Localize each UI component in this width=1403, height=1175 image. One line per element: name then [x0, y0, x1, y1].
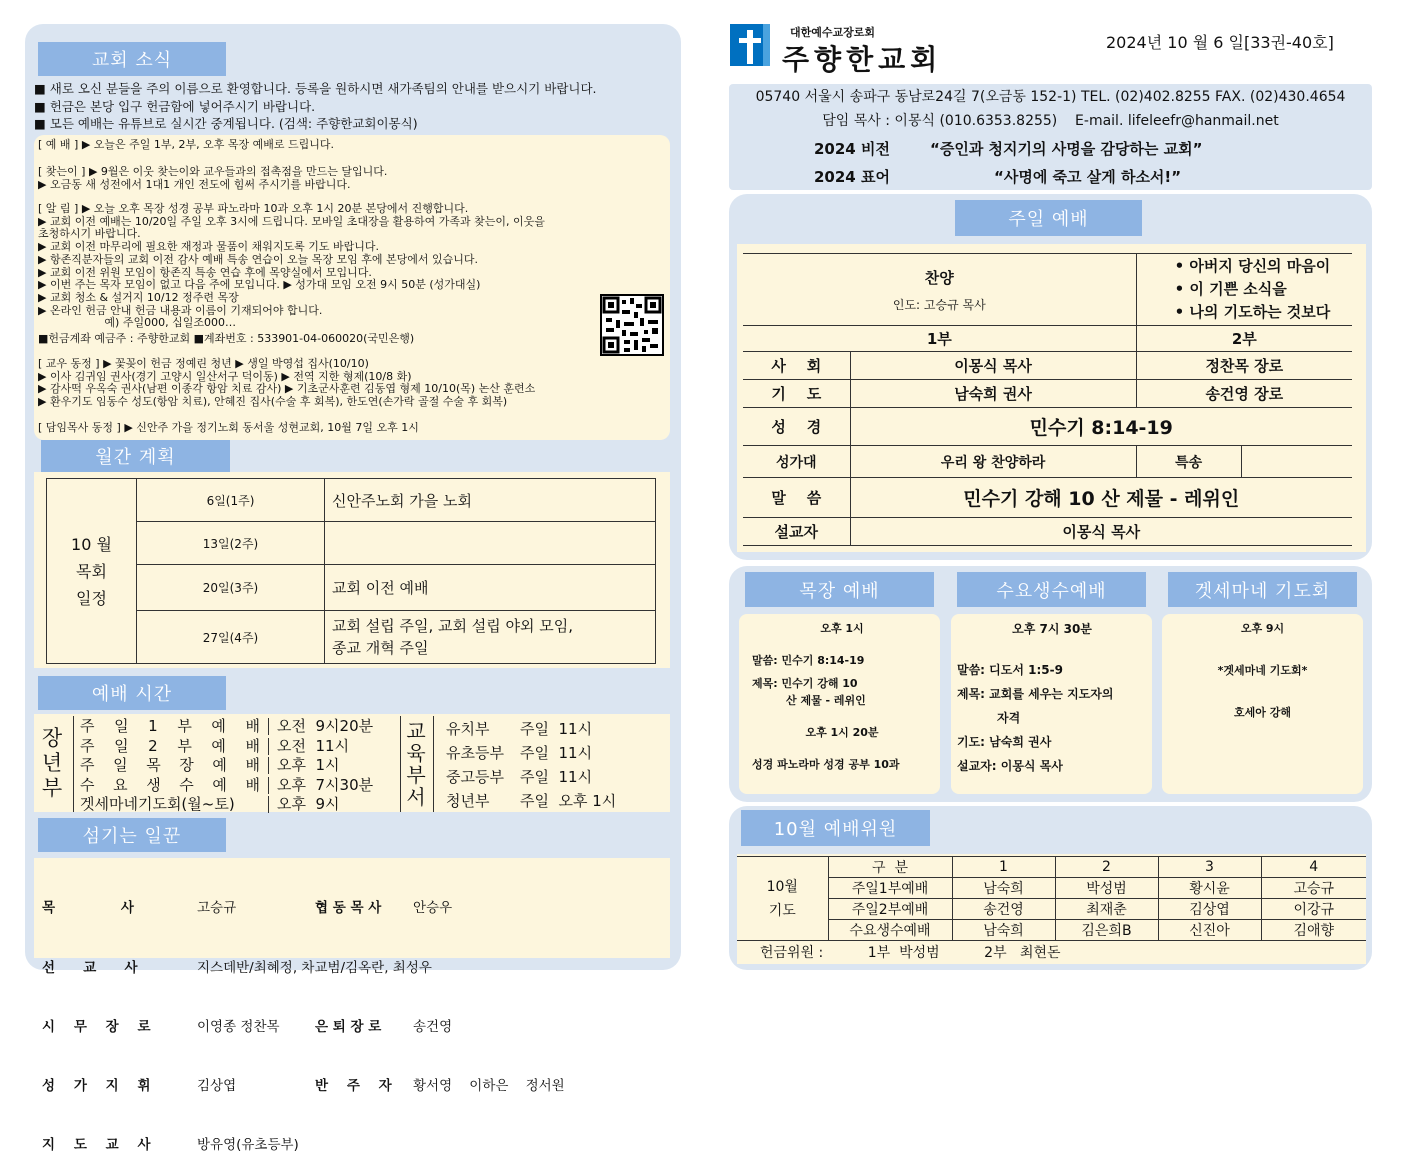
prayer-1: 남숙희 권사 [850, 380, 1136, 408]
committee-cell: 박성범 [1055, 878, 1158, 899]
choir-song: 우리 왕 찬양하라 [850, 446, 1136, 478]
mokjang-details: 오후 1시 말씀: 민수기 8:14-19 제목: 민수기 강해 10 산 제물 - 레위인 오후 1시 20분 성경 파노라마 성경 공부 10과 [752, 622, 900, 771]
pastor-news: [ 담임목사 동정 ] ▶ 신안주 가을 정기노회 동서울 성현교회, 10월 7일 오후 1시 [38, 421, 419, 434]
scripture-text: 민수기 8:14-19 [850, 408, 1352, 446]
committee-month-cell: 10월 기도 [737, 857, 828, 941]
servants-header: 섬기는 일꾼 [38, 818, 226, 852]
notice-line: 예) 주일000, 십일조000… [38, 316, 236, 330]
member-line: [ 교우 동정 ] ▶ 꽃꽂이 헌금 정예린 청년 ▶ 생일 박영섭 집사(10/10) [38, 357, 369, 370]
service-row: 주 일 2 부 예 배 오전 11시 [80, 736, 350, 755]
col-head: 2 [1055, 857, 1158, 878]
col-head: 구 분 [828, 857, 952, 878]
song: • 아버지 당신의 마음이 [1174, 257, 1331, 275]
committee-cell: 남숙희 [952, 920, 1055, 941]
servant-row: 성 가 지 휘 김상엽 반 주 자 황서영 이하은 정서원 [42, 1077, 565, 1094]
col-head: 1 [952, 857, 1055, 878]
visit-note-1: [ 찾는이 ] ▶ 9월은 이웃 찾는이와 교우들과의 접촉점을 만드는 달입니다. [38, 165, 388, 178]
notice-line: ■헌금계좌 예금주 : 주향한교회 ■계좌번호 : 533901-04-060020(국민은행) [38, 332, 415, 346]
presider-1: 이몽식 목사 [850, 352, 1136, 380]
committee-cell: 김은희B [1055, 920, 1158, 941]
adult-service-list [80, 717, 373, 815]
special-label: 특송 [1136, 446, 1241, 478]
adult-dept-label: 장년부 [41, 726, 63, 800]
special-song [1241, 446, 1352, 478]
qr-code-icon[interactable] [600, 294, 664, 356]
member-line: ▶ 이사 김귀임 권사(경기 고양시 일산서구 덕이동) ▶ 전역 지한 형제(10/8 화) [38, 369, 412, 383]
date-cell: 20일(3주) [137, 565, 325, 611]
notice-line: ▶ 교회 이전 마무리에 필요한 재정과 물품이 채워지도록 기도 바랍니다. [38, 240, 379, 254]
committee-cell: 김애향 [1261, 920, 1366, 941]
address-line: 05740 서울시 송파구 동남로24길 7(오금동 152-1) TEL. (02)402.8255 FAX. (02)430.4654 [755, 89, 1346, 105]
service-row: 겟세마네기도회(월~토) 오후 9시 [80, 795, 340, 813]
date-cell: 13일(2주) [137, 522, 325, 565]
intro-line: ■ 모든 예배는 유튜브로 실시간 중계됩니다. (검색: 주향한교회이몽식) [34, 116, 418, 131]
presider-2: 정찬목 장로 [1136, 352, 1352, 380]
service-2-label: 2부 [1136, 326, 1352, 352]
committee-cell: 김상엽 [1158, 899, 1261, 920]
date-cell: 27일(4주) [137, 611, 325, 664]
committee-cell: 이강규 [1261, 899, 1366, 920]
col-head: 4 [1261, 857, 1366, 878]
motto-text: “사명에 죽고 살게 하소서!” [994, 168, 1182, 186]
member-line: ▶ 감사떡 우옥숙 권사(남편 이종각 항암 치료 감사) ▶ 기초군사훈련 김동엽 형제 10/10(목) 논산 훈련소 [38, 382, 536, 396]
notice-line: ▶ 교회 청소 & 설거지 10/12 정주련 목장 [38, 290, 239, 304]
edu-divider [400, 716, 401, 812]
month-cell: 10 월 목회 일정 [47, 479, 137, 664]
notice-line: ▶ 항존직분자들의 교회 이전 감사 예배 특송 연습이 오늘 목장 모임 후에 본당에서 있습니다. [38, 252, 478, 266]
row-label: 수요생수예배 [828, 920, 952, 941]
service-row: 유초등부 주일 11시 [446, 744, 593, 762]
gethsemane-details: 오후 9시 *겟세마네 기도회* 호세아 강해 [1217, 622, 1308, 719]
mokjang-header: 목장 예배 [745, 572, 934, 607]
committee-cell: 송건영 [952, 899, 1055, 920]
committee-cell: 최재춘 [1055, 899, 1158, 920]
service-row: 중고등부 주일 11시 [446, 768, 593, 786]
notice-line: ▶ 교회 이전 위원 모임이 항존직 특송 연습 후에 목양실에서 모입니다. [38, 265, 372, 279]
committee-table [737, 856, 1366, 941]
committee-header: 10월 예배위원 [741, 810, 930, 846]
wednesday-details: 오후 7시 30분 말씀: 디도서 1:5-9 제목: 교회를 세우는 지도자의 자격 기도: 남숙희 권사 설교자: 이몽식 목사 [957, 622, 1114, 773]
song: • 이 기쁜 소식을 [1174, 280, 1287, 298]
monthly-plan-table [46, 478, 656, 664]
church-news-intro [34, 80, 597, 133]
servant-row: 지 도 교 사 방유영(유초등부) [42, 1136, 299, 1153]
servant-row: 선 교 사 지스데반/최혜정, 차교범/김옥란, 최성우 [42, 959, 432, 976]
event-cell: 교회 설립 주일, 교회 설립 야외 모임, 종교 개혁 주일 [325, 611, 656, 664]
intro-line: ■ 헌금은 본당 입구 헌금함에 넣어주시기 바랍니다. [34, 98, 316, 114]
event-cell: 신안주노회 가을 노회 [325, 479, 656, 522]
scripture-label: 성 경 [743, 408, 850, 446]
edu-divider-2 [433, 716, 434, 812]
event-cell: 교회 이전 예배 [325, 565, 656, 611]
bulletin-date: 2024년 10 월 6 일[33권-40호] [1106, 33, 1334, 52]
monthly-plan-header: 월간 계획 [41, 440, 230, 472]
intro-line: ■ 새로 오신 분들을 주의 이름으로 환영합니다. 등록을 원하시면 새가족팀의 안내를 받으시기 바랍니다. [34, 81, 597, 96]
praise-cell: 찬양 인도: 고승규 목사 [743, 254, 1136, 326]
service-times-header: 예배 시간 [38, 676, 226, 710]
service-1-label: 1부 [743, 326, 1136, 352]
service-row: 유치부 주일 11시 [446, 720, 593, 738]
edu-service-list [446, 717, 616, 813]
song: • 나의 기도하는 것보다 [1174, 303, 1331, 321]
prayer-label: 기 도 [743, 380, 850, 408]
committee-cell: 신진아 [1158, 920, 1261, 941]
date-cell: 6일(1주) [137, 479, 325, 522]
church-logo [730, 24, 770, 66]
edu-dept-label: 교육부서 [406, 719, 426, 809]
committee-cell: 고승규 [1261, 878, 1366, 899]
member-line: ▶ 환우기도 임동수 성도(항암 치료), 안혜진 집사(수술 후 회복), 한도연(손가락 골절 수술 후 회복) [38, 395, 508, 409]
offering-committee: 헌금위원 : 1부 박성범 2부 최현돈 [760, 945, 1061, 961]
motto-label: 2024 표어 [814, 168, 890, 186]
church-news-header: 교회 소식 [38, 42, 226, 76]
sunday-worship-header: 주일 예배 [955, 200, 1142, 236]
pastor-line: 담임 목사 : 이몽식 (010.6353.8255) E-mail. lifeleefr@hanmail.net [822, 113, 1279, 129]
service-row: 수 요 생 수 예 배 오후 7시30분 [80, 775, 374, 794]
servant-row: 목 사 고승규 협 동 목 사 안승우 [42, 900, 453, 917]
sermon-title: 민수기 강해 10 산 제물 - 레위인 [850, 478, 1352, 518]
committee-cell: 황시윤 [1158, 878, 1261, 899]
notice-line: ▶ 교회 이전 예배는 10/20일 주일 오후 3시에 드립니다. 모바일 초대장을 활용하여 가족과 찾는이, 이웃을 [38, 214, 545, 228]
committee-cell: 남숙희 [952, 878, 1055, 899]
col-head: 3 [1158, 857, 1261, 878]
presider-label: 사 회 [743, 352, 850, 380]
servants-list [42, 860, 565, 1175]
church-name: 주향한교회 [782, 43, 943, 76]
notice-line: 초청하시기 바랍니다. [38, 227, 141, 241]
servant-row: 시 무 장 로 이영종 정찬목 은 퇴 장 로 송건영 [42, 1018, 453, 1035]
choir-label: 성가대 [743, 446, 850, 478]
sunday-worship-table [743, 253, 1352, 546]
notices-list [38, 203, 545, 346]
visit-note-2: ▶ 오금동 새 성전에서 1대1 개인 전도에 힘써 주시기를 바랍니다. [38, 178, 351, 191]
notice-line: [ 알 림 ] ▶ 오늘 오후 목장 성경 공부 파노라마 10과 오후 1시 20분 본당에서 진행합니다. [38, 202, 469, 215]
worship-note: [ 예 배 ] ▶ 오늘은 주일 1부, 2부, 오후 목장 예배로 드립니다. [38, 138, 335, 151]
songs-cell [1136, 254, 1352, 326]
wednesday-header: 수요생수예배 [957, 572, 1146, 607]
adult-divider [73, 716, 74, 812]
service-row: 주 일 1 부 예 배 오전 9시20분 [80, 717, 374, 735]
service-row: 주 일 목 장 예 배 오후 1시 [80, 756, 340, 774]
row-label: 주일2부예배 [828, 899, 952, 920]
vision-text: “증인과 청지기의 사명을 감당하는 교회” [930, 140, 1203, 158]
notice-line: ▶ 이번 주는 목자 모임이 없고 다음 주에 모입니다. ▶ 성가대 모임 오전 9시 50분 (성가대실) [38, 278, 481, 292]
denomination: 대한예수교장로회 [790, 26, 876, 39]
gethsemane-header: 겟세마네 기도회 [1168, 572, 1357, 607]
preacher-name: 이몽식 목사 [850, 518, 1352, 546]
members-news [38, 358, 535, 409]
row-label: 주일1부예배 [828, 878, 952, 899]
preacher-label: 설교자 [743, 518, 850, 546]
vision-label: 2024 비전 [814, 140, 890, 158]
notice-line: ▶ 온라인 헌금 안내 헌금 내용과 이름이 기재되어야 합니다. [38, 303, 323, 317]
prayer-2: 송건영 장로 [1136, 380, 1352, 408]
event-cell [325, 522, 656, 565]
sermon-label: 말 씀 [743, 478, 850, 518]
service-row: 청년부 주일 오후 1시 [446, 792, 617, 810]
